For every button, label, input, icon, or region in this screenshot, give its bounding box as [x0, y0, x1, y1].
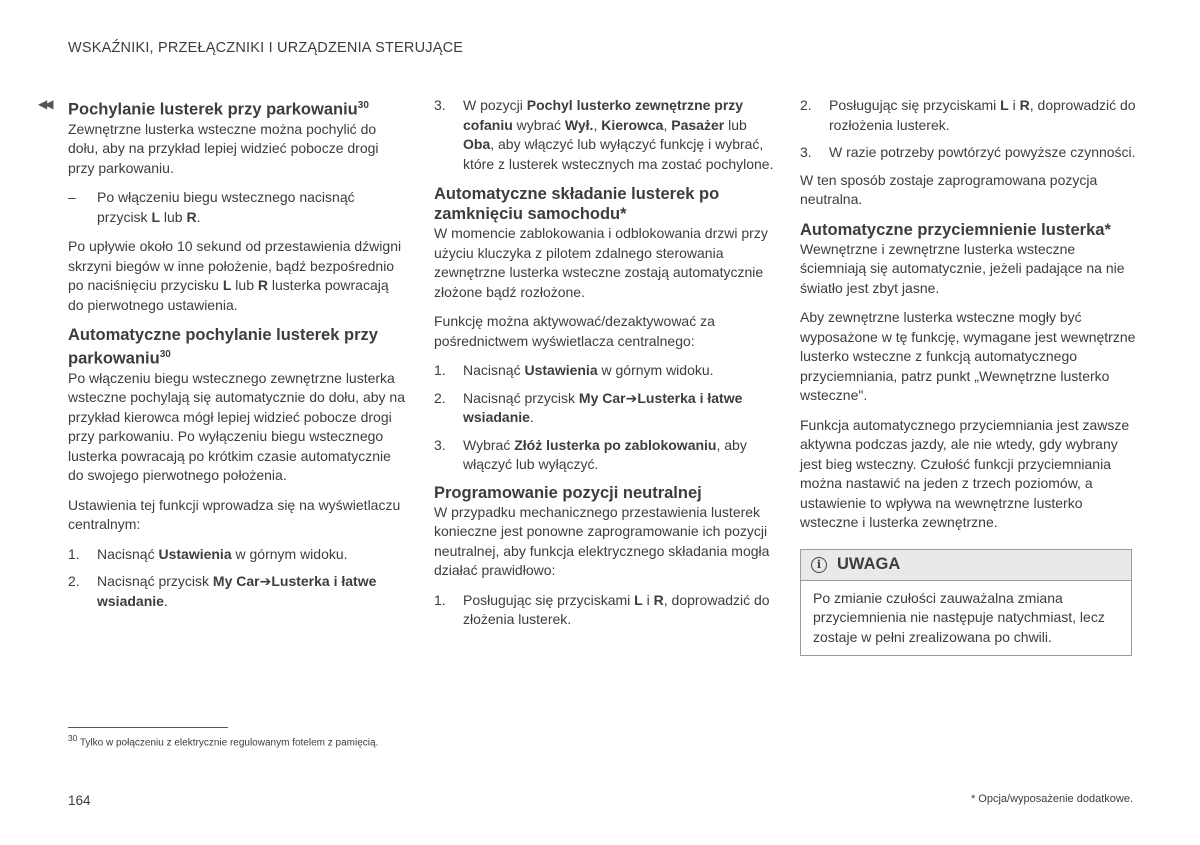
arrow-right-icon: ➔	[625, 389, 638, 406]
double-chevron-left-icon[interactable]: ◀◀	[38, 97, 51, 111]
steps-list	[434, 361, 774, 475]
section-heading-neutral-position: Programowanie pozycji neutralnej	[434, 483, 702, 502]
dash-marker: –	[68, 189, 76, 205]
paragraph: W momencie zablokowania i odblokowania drzwi przy użyciu kluczyka z pilotem zdalnego sterowania zewnętrzne lusterka wsteczne zostają automatycznie złożone bądź rozłożone.	[434, 225, 768, 300]
dash-list-item: – Po włączeniu biegu wstecznego nacisnąć przycisk L lub R.	[68, 189, 355, 225]
footnote-divider	[68, 727, 228, 728]
steps-list	[434, 96, 774, 174]
paragraph: Zewnętrzne lusterka wsteczne można pochylić do dołu, aby na przykład lepiej widzieć pobocze drogi przy parkowaniu.	[68, 120, 379, 176]
section-heading-auto-dimming: Automatyczne przyciemnienie lusterka*	[800, 220, 1111, 239]
paragraph: W ten sposób zostaje zaprogramowana pozycja neutralna.	[800, 171, 1098, 207]
note-header	[801, 550, 1131, 581]
paragraph: Po upływie około 10 sekund od przestawienia dźwigni skrzyni biegów w inne położenie, bądź bezpośrednio po naciśnięciu przycisku L lub R lusterka powracają do pierwotnego ustawienia.	[68, 238, 402, 313]
paragraph: Funkcja automatycznego przyciemniania jest zawsze aktywna podczas jazdy, ale nie wtedy, gdy wybrany jest bieg wsteczny. Czułość funkcji przyciemniania można nastawić na jeden z trzech poziomów, a ustawienie to wpływa na wewnętrzne lusterko wsteczne i lusterka zewnętrzne.	[800, 416, 1130, 530]
steps-list	[800, 96, 1136, 163]
footnote: $^{30}$ Tylko w połączeniu z elektrycznie regulowanym fotelem z pamięcią.	[68, 733, 379, 749]
list-item: 2. Posługując się przyciskami L i R, doprowadzić do rozłożenia lusterek.	[800, 97, 1136, 133]
info-icon: i	[811, 557, 827, 573]
note-box	[800, 549, 1132, 657]
paragraph: Ustawienia tej funkcji wprowadza się na wyświetlaczu centralnym:	[68, 496, 401, 532]
paragraph: Wewnętrzne i zewnętrzne lusterka wsteczne ściemniają się automatycznie, jeżeli padające na nie światło jest zbyt jasne.	[800, 240, 1125, 296]
optional-equipment-note: * Opcja/wyposażenie dodatkowe.	[970, 793, 1133, 805]
paragraph: Aby zewnętrzne lusterka wsteczne mogły być wyposażone w tę funkcję, wymagane jest wewnętrzne lusterko wsteczne z funkcją automatycznego przyciemniania, patrz punkt „Wewnętrzne lusterko wsteczne".	[800, 309, 1136, 403]
section-heading-auto-fold: Automatyczne składanie lusterek po zamknięciu samochodu*	[434, 185, 720, 223]
section-heading-tilt-parking: Pochylanie lusterek przy parkowaniu$^{30}$	[68, 100, 369, 119]
page-header-title: WSKAŹNIKI, PRZEŁĄCZNIKI I URZĄDZENIA STERUJĄCE	[68, 40, 464, 56]
list-item: 3. W razie potrzeby powtórzyć powyższe czynności.	[800, 144, 1136, 160]
steps-list	[68, 545, 408, 612]
arrow-right-icon: ➔	[259, 573, 272, 589]
column-left	[68, 96, 408, 619]
page-number: 164	[68, 793, 91, 808]
column-middle	[434, 96, 774, 638]
footnote-ref[interactable]: 30	[159, 349, 171, 360]
footnote-ref[interactable]: 30	[357, 100, 369, 111]
list-item: 2. Nacisnąć przycisk My Car➔Lusterka i łatwe wsiadanie.	[434, 389, 743, 425]
list-item: 1. Nacisnąć Ustawienia w górnym widoku.	[68, 545, 348, 562]
paragraph: W przypadku mechanicznego przestawienia lusterek konieczne jest ponowne zaprogramowanie ich pozycji neutralnej, aby funkcja elektrycznego składania mogła działać prawidłowo:	[434, 503, 770, 578]
paragraph: Po włączeniu biegu wstecznego zewnętrzne lusterka wsteczne pochylają się automatycznie do dołu, aby na przykład kierowca mógł lepiej widzieć pobocze drogi przy parkowaniu. Po wyłączeniu biegu wstecznego lusterka powracają po krótkim czasie automatycznie do swojego pierwotnego położenia.	[68, 369, 405, 483]
column-right	[800, 96, 1136, 656]
paragraph: Funkcję można aktywować/dezaktywować za pośrednictwem wyświetlacza centralnego:	[434, 313, 715, 349]
list-item: 1. Nacisnąć Ustawienia w górnym widoku.	[434, 362, 714, 378]
list-item: 1. Posługując się przyciskami L i R, doprowadzić do złożenia lusterek.	[434, 591, 770, 627]
note-text: Po zmianie czułości zauważalna zmiana przyciemnienia nie następuje natychmiast, lecz zostaje w pełni zrealizowana po chwili.	[813, 589, 1105, 645]
list-item: 3. Wybrać Złóż lusterka po zablokowaniu, aby włączyć lub wyłączyć.	[434, 436, 747, 472]
list-item: 3. W pozycji Pochyl lusterko zewnętrzne przy cofaniu wybrać Wył., Kierowca, Pasażer lub Oba, aby włączyć lub wyłączyć funkcję i wybrać, które z lusterek wstecznych ma zostać pochylone.	[434, 97, 774, 172]
steps-list	[434, 591, 774, 630]
section-heading-auto-tilt: Automatyczne pochylanie lusterek przy parkowaniu$^{30}$	[68, 326, 378, 368]
list-item: 2. Nacisnąć przycisk My Car➔Lusterka i łatwe wsiadanie.	[68, 573, 377, 609]
note-title: UWAGA	[837, 555, 901, 573]
